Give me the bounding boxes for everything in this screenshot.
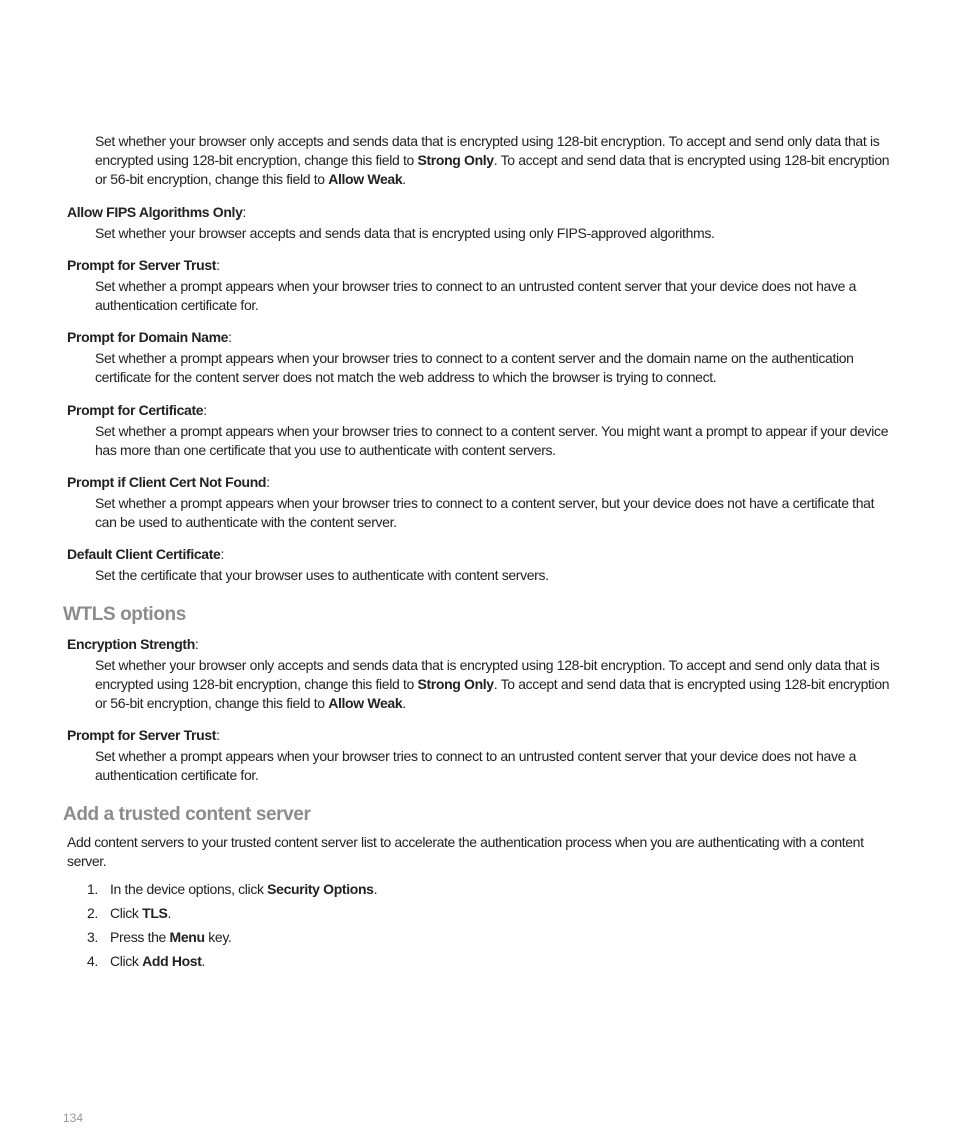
step-number: 4. [87, 952, 98, 969]
step-item [87, 877, 954, 901]
term-label: Allow FIPS Algorithms Only [67, 203, 243, 220]
option-desc-certificate: Set whether a prompt appears when your browser tries to connect to a content server. You might want a prompt to appear if your device has more than one certificate that you use to authenticate with content servers. [95, 422, 889, 458]
option-term-server-trust [67, 256, 892, 275]
step-item [87, 901, 954, 925]
option-term-domain-name [67, 328, 892, 347]
encryption-strength-description [95, 132, 892, 190]
term-label: Prompt for Server Trust [67, 727, 217, 744]
step-text: . [201, 952, 206, 969]
option-term-default-cert [67, 545, 892, 564]
option-term-wtls-encryption [67, 635, 892, 654]
step-item [87, 949, 954, 973]
text-run: . To accept and send data that is encrypted using 128-bit encryption or 56-bit encryption, change this field to [95, 675, 890, 712]
option-term-fips [67, 203, 892, 222]
option-desc-server-trust: Set whether a prompt appears when your browser tries to connect to an untrusted content server that your device does not have a authentication certificate for. [95, 277, 857, 314]
step-text: Click [110, 904, 143, 921]
strong-only-value: Strong Only [417, 152, 494, 169]
term-label: Prompt for Certificate [67, 401, 204, 418]
allow-weak-value: Allow Weak [328, 171, 403, 188]
option-desc-client-cert: Set whether a prompt appears when your browser tries to connect to a content server, but your device does not have a certificate that can be used to authenticate with the content server. [95, 495, 875, 531]
option-desc-wtls-encryption [95, 656, 892, 714]
trusted-server-intro: Add content servers to your trusted content server list to accelerate the authentication process when you are authenticating with a content server. [67, 833, 864, 869]
step-number: 3. [87, 928, 98, 945]
page-number: 134 [63, 1111, 84, 1125]
ui-term-menu: Menu [169, 928, 205, 945]
term-colon: : [228, 329, 232, 346]
option-term-wtls-server-trust [67, 726, 892, 745]
step-text: In the device options, click [110, 880, 268, 897]
term-label: Prompt for Domain Name [67, 329, 229, 346]
option-desc-default-cert: Set the certificate that your browser uses to authenticate with content servers. [95, 567, 549, 584]
term-label: Prompt for Server Trust [67, 256, 217, 273]
option-term-certificate [67, 401, 892, 420]
text-run: . [402, 695, 406, 712]
step-text: . [373, 880, 378, 897]
step-text: key. [204, 928, 232, 945]
section-heading-wtls: WTLS options [63, 603, 186, 625]
text-run: Set whether your browser only accepts and sends data that is encrypted using 128-bit encryption. To accept and send only data that is encrypted using 128-bit encryption, change this field to [95, 656, 880, 692]
ui-term-add-host: Add Host [142, 952, 202, 969]
step-item [87, 925, 954, 949]
term-colon: : [203, 401, 207, 418]
text-run: . [402, 171, 406, 188]
text-run: . To accept and send data that is encrypted using 128-bit encryption or 56-bit encryption, change this field to [95, 152, 890, 188]
term-colon: : [216, 727, 220, 744]
option-desc-wtls-server-trust: Set whether a prompt appears when your browser tries to connect to an untrusted content server that your device does not have a authentication certificate for. [95, 748, 857, 784]
strong-only-value: Strong Only [417, 675, 494, 692]
term-colon: : [216, 256, 220, 273]
allow-weak-value: Allow Weak [328, 695, 403, 712]
step-number: 2. [87, 904, 98, 921]
term-label: Prompt if Client Cert Not Found [67, 474, 267, 491]
page-content [0, 132, 954, 973]
option-desc-fips: Set whether your browser accepts and sends data that is encrypted using only FIPS-approved algorithms. [95, 224, 715, 241]
section-heading-trusted-server: Add a trusted content server [63, 803, 311, 825]
term-label: Default Client Certificate [67, 546, 221, 563]
step-text: Press the [110, 928, 170, 945]
step-text: . [167, 904, 172, 921]
term-colon: : [242, 203, 247, 220]
term-colon: : [220, 546, 225, 563]
option-term-client-cert [67, 473, 892, 492]
ui-term-tls: TLS [142, 904, 168, 921]
text-run: Set whether your browser only accepts and sends data that is encrypted using 128-bit encryption. To accept and send only data that is encrypted using 128-bit encryption, change this field to [95, 133, 880, 169]
term-colon: : [194, 635, 199, 652]
term-label: Encryption Strength [67, 635, 195, 652]
term-colon: : [266, 474, 270, 491]
steps-list [0, 877, 954, 973]
step-number: 1. [87, 880, 98, 897]
option-desc-domain-name: Set whether a prompt appears when your browser tries to connect to a content server and the domain name on the authentication certificate for the content server does not match the web address to which the browser is trying to connect. [95, 350, 854, 386]
step-text: Click [110, 952, 143, 969]
ui-term-security-options: Security Options [267, 880, 374, 897]
